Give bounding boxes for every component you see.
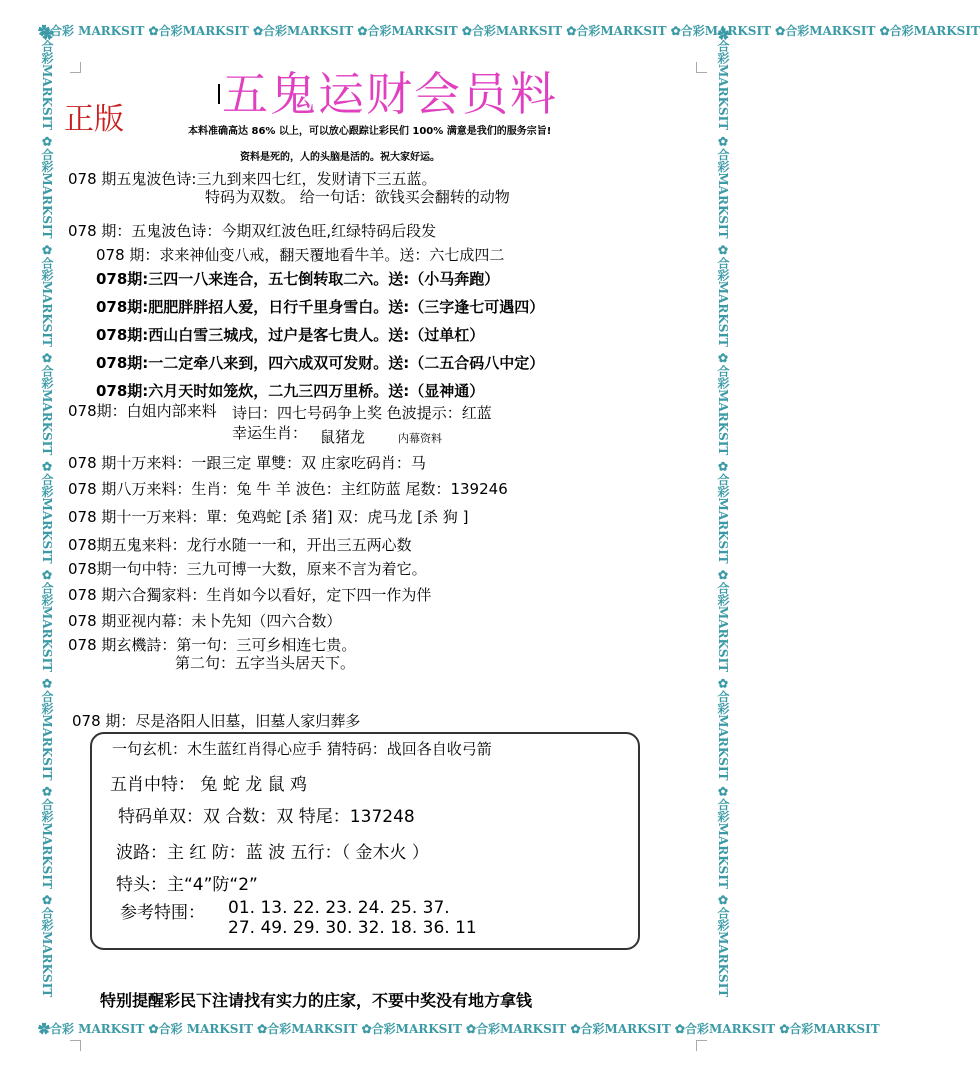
- title-cursor-bar: [218, 84, 220, 104]
- line-june: 078期:六月天时如笼炊，二九三四万里桥。送:（显神通）: [96, 382, 485, 400]
- line-liuhe-exclusive: 078 期六合獨家料：生肖如今以看好，定下四一作为伴: [68, 586, 432, 604]
- line-lucky-zodiac-values: 鼠猪龙: [320, 428, 366, 446]
- box-ref-numbers-1: 01. 13. 22. 23. 24. 25. 37.: [228, 898, 450, 918]
- corner-mark-top-left: [70, 62, 81, 73]
- line-seek-gods: 078 期：求来神仙变八戒，翻天覆地看牛羊。送：六七成四二: [96, 246, 505, 264]
- box-intro-line: 078 期：尽是洛阳人旧墓，旧墓人家归葬多: [72, 712, 361, 730]
- box-special-head: 特头：主“4”防“2”: [116, 875, 258, 895]
- line-one-sentence: 078期一句中特：三九可博一大数，原来不言为着它。: [68, 560, 427, 578]
- slogan-line-2: 资料是死的，人的头脑是活的。祝大家好运。: [240, 152, 440, 163]
- line-west-mountain: 078期:西山白雪三城戌，过户是客七贵人。送:（过单杠）: [96, 326, 485, 344]
- box-five-zodiac: 五肖中特： 兔 蛇 龙 鼠 鸡: [110, 775, 308, 795]
- line-asia-tv-insider: 078 期亚视内幕：未卜先知（四六合数）: [68, 612, 342, 630]
- footer-reminder: 特别提醒彩民下注请找有实力的庄家，不要中奖没有地方拿钱: [100, 991, 533, 1010]
- line-special-hint: 特码为双数。 给一句话：欲钱买会翻转的动物: [205, 188, 510, 206]
- box-ref-label: 参考特围：: [120, 903, 205, 923]
- bottom-watermark-border: ✿合彩 MARKSIT ✿合彩 MARKSIT ✿合彩MARKSIT ✿合彩MARKSIT ✿合彩MARKSIT ✿合彩MARKSIT ✿合彩MARKSIT ✿合彩MARKSIT: [38, 1022, 880, 1036]
- line-mystic-poem-2: 第二句：五字当头居天下。: [175, 654, 356, 672]
- genuine-badge: 正版: [64, 102, 124, 137]
- line-one-two: 078期:一二定牵八来到，四六成双可发财。送:（二五合码八中定）: [96, 354, 545, 372]
- corner-mark-bottom-right: [696, 1040, 707, 1051]
- corner-mark-bottom-left: [70, 1040, 81, 1051]
- left-watermark-border: ✿合彩MARKSIT ✿合彩MARKSIT ✿合彩MARKSIT ✿合彩MARKSIT ✿合彩MARKSIT ✿合彩MARKSIT ✿合彩MARKSIT ✿合彩MARKSIT ✿合彩MARKSIT: [40, 28, 54, 998]
- line-five-ghost-poem: 078 期五鬼波色诗:三九到来四七红，发财请下三五蓝。: [68, 170, 437, 188]
- line-80k-material: 078 期八万来料：生肖：兔 牛 羊 波色：主红防蓝 尾数：139246: [68, 480, 508, 498]
- line-five-ghost-wave: 078 期：五鬼波色诗：今期双红波色旺,红绿特码后段发: [68, 222, 437, 240]
- line-lucky-zodiac-label: 幸运生肖：: [232, 424, 308, 442]
- box-riddle: 一句玄机：木生蓝红肖得心应手 猜特码：战回各自收弓箭: [112, 740, 492, 758]
- page-title: 五鬼运财会员料: [222, 67, 558, 121]
- box-wave-route: 波路：主 红 防：蓝 波 五行：（ 金木火 ）: [116, 843, 429, 863]
- line-three-four: 078期:三四一八来连合，五七倒转取二六。送:（小马奔跑）: [96, 270, 500, 288]
- box-odd-even: 特码单双：双 合数：双 特尾：137248: [118, 807, 415, 827]
- line-insider-tag: 内幕资料: [398, 432, 442, 445]
- box-ref-numbers-2: 27. 49. 29. 30. 32. 18. 36. 11: [228, 918, 477, 938]
- line-poem-wave-hint: 诗曰：四七号码争上奖 色波提示：红蓝: [232, 404, 492, 422]
- line-five-ghost-material: 078期五鬼来料：龙行水随一一和，开出三五两心数: [68, 536, 412, 554]
- line-chubby: 078期:肥肥胖胖招人爱，日行千里身雪白。送:（三字逢七可遇四）: [96, 298, 545, 316]
- slogan-line-1: 本料准确高达 86% 以上，可以放心跟踪让彩民们 100% 满意是我们的服务宗旨!: [188, 126, 552, 137]
- line-100k-material: 078 期十万来料：一跟三定 單雙：双 庄家吃码肖：马: [68, 454, 426, 472]
- line-mystic-poem-1: 078 期玄機詩：第一句：三可乡相连七贵。: [68, 636, 357, 654]
- top-watermark-border: ✿合彩 MARKSIT ✿合彩MARKSIT ✿合彩MARKSIT ✿合彩MARKSIT ✿合彩MARKSIT ✿合彩MARKSIT ✿合彩MARKSIT ✿合彩MARKSIT ✿合彩MARKSIT: [38, 24, 980, 38]
- line-baijie-internal: 078期：白姐内部来料: [68, 402, 217, 420]
- corner-mark-top-right: [696, 62, 707, 73]
- right-watermark-border: ✿合彩MARKSIT ✿合彩MARKSIT ✿合彩MARKSIT ✿合彩MARKSIT ✿合彩MARKSIT ✿合彩MARKSIT ✿合彩MARKSIT ✿合彩MARKSIT ✿合彩MARKSIT: [716, 28, 730, 998]
- line-110k-material: 078 期十一万来料：單：兔鸡蛇 [杀 猪] 双：虎马龙 [杀 狗 ]: [68, 508, 469, 526]
